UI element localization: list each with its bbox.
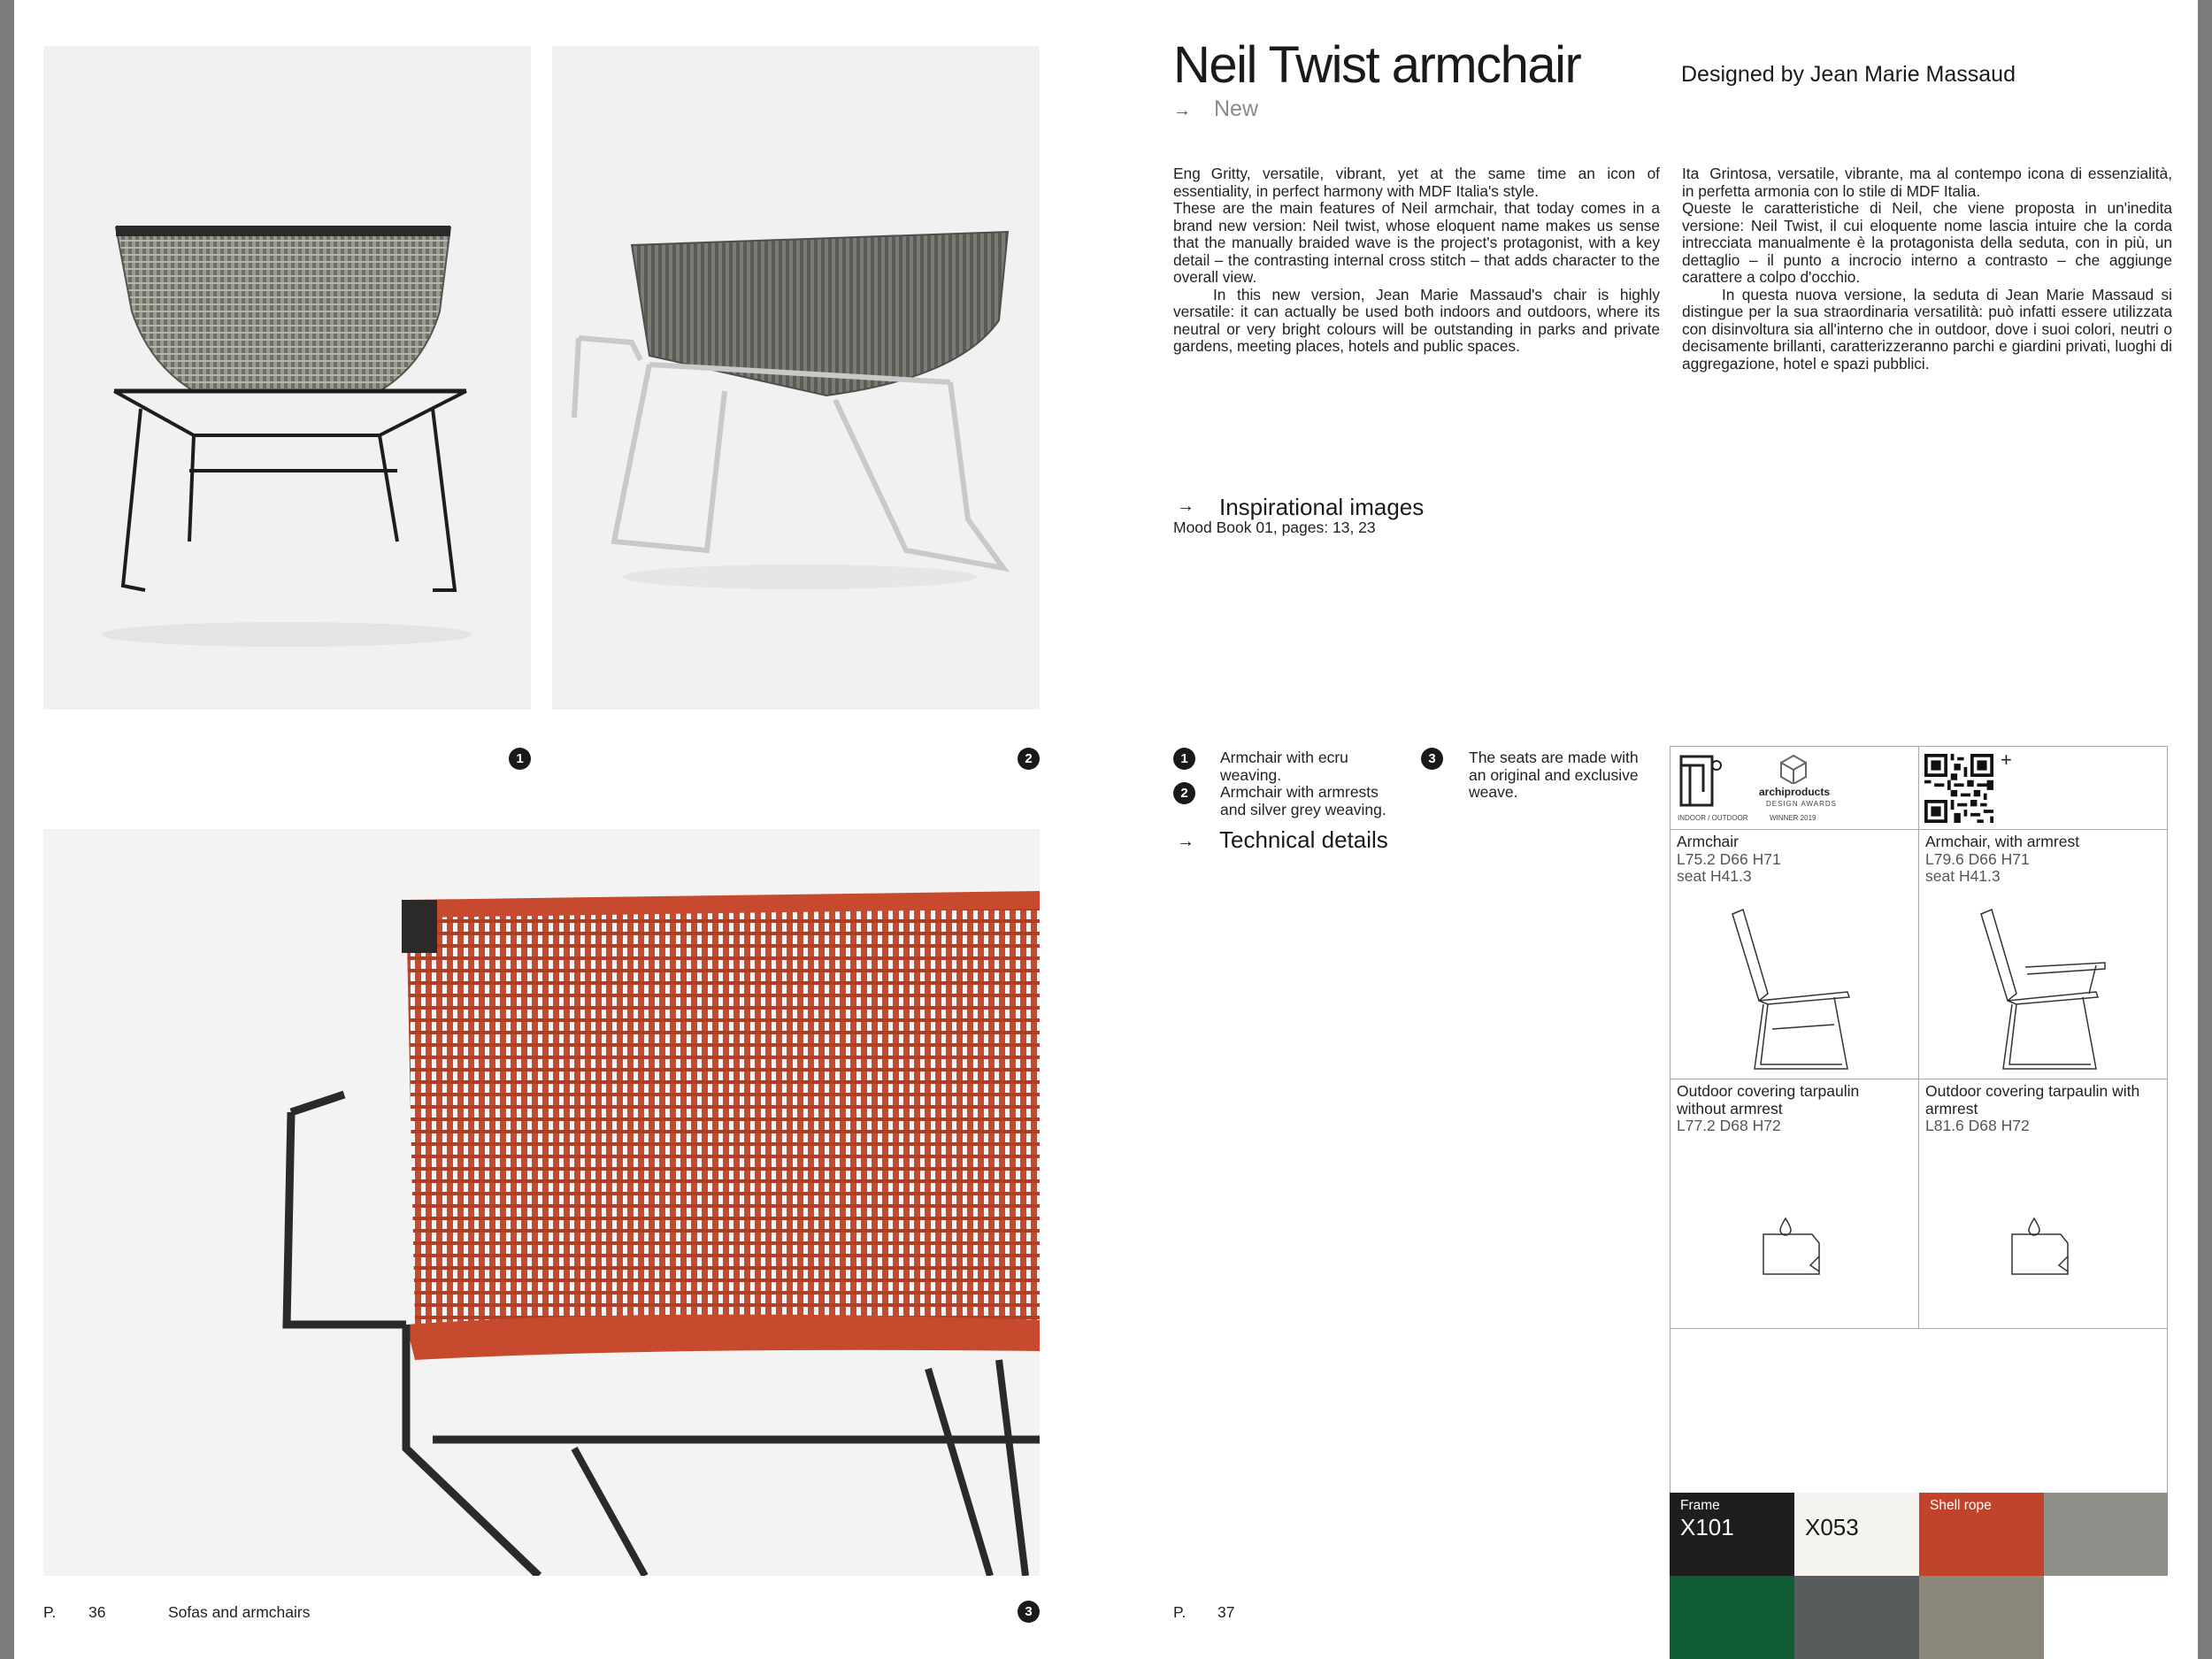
frame-label: Frame xyxy=(1680,1498,1720,1513)
spec-tarpaulin-cell xyxy=(1670,1079,1919,1329)
inspirational-images-link[interactable]: Inspirational images xyxy=(1219,494,1425,520)
right-footer-page-number: 37 xyxy=(1217,1603,1235,1621)
legend-2-badge: 2 xyxy=(1173,782,1195,804)
technical-arrow-icon: → xyxy=(1177,832,1194,851)
armchair-silver-grey-image xyxy=(552,46,1040,710)
new-arrow-icon: → xyxy=(1173,101,1191,120)
spec-tarpaulin-armrest-title: Outdoor covering tarpaulin with armrest xyxy=(1925,1082,2140,1118)
rope-swatch-green[interactable] xyxy=(1670,1576,1794,1659)
spec-armchair-armrest-dims: L79.6 D66 H71 xyxy=(1925,850,2030,868)
left-footer-prefix: P. xyxy=(43,1603,57,1621)
photo-1-badge: 1 xyxy=(509,748,531,770)
qr-code-icon[interactable] xyxy=(1924,754,1993,823)
frame-code-x101: X101 xyxy=(1680,1514,1734,1540)
designer-credit: Designed by Jean Marie Massaud xyxy=(1681,62,2016,87)
winner-2019-text: WINNER 2019 xyxy=(1770,814,1816,822)
qr-plus-icon: + xyxy=(2001,749,2012,771)
frame-code-x053: X053 xyxy=(1805,1514,1859,1540)
spec-tarpaulin-title: Outdoor covering tarpaulin without armrest xyxy=(1677,1082,1860,1118)
photo-armchair-detail xyxy=(43,829,1040,1576)
photo-armchair-front xyxy=(43,46,531,710)
tarpaulin-cover-icon xyxy=(1759,1217,1830,1279)
frame-swatch-x101[interactable] xyxy=(1670,1493,1794,1576)
english-paragraph-2: These are the main features of Neil armchair, that today comes in a brand new version: Neil twist, whose eloquent name makes us sense that the manually braided wave is the project's protagonist, with a key detail – the contrasting internal cross stitch – that adds character to the overall view. xyxy=(1173,199,1660,286)
spec-empty-cell xyxy=(1670,1328,2168,1494)
spec-armchair-title: Armchair xyxy=(1677,833,1740,850)
italian-paragraph-3: In questa nuova versione, la seduta di Jean Marie Massaud si distingue per la sua straordinaria versatilità: può infatti essere utilizzata con disinvoltura sia all'interno che in outdoor, dove i suoi colori, neutri o decisamente brillanti, caratterizzeranno parchi e giardini privati, luoghi di aggregazione, hotel e spazi pubblici. xyxy=(1682,285,2172,373)
spec-armchair-dims: L75.2 D66 H71 xyxy=(1677,850,1781,868)
spec-armchair-armrest-cell xyxy=(1918,829,2168,1079)
right-page-edge xyxy=(2198,0,2212,1659)
product-title: Neil Twist armchair xyxy=(1173,36,1581,94)
armchair-ecru-image xyxy=(43,46,531,710)
english-lang-tag: Eng xyxy=(1173,165,1201,182)
technical-details-link[interactable]: Technical details xyxy=(1219,826,1388,853)
archiproducts-cube-icon xyxy=(1778,754,1809,784)
english-paragraph-1: Gritty, versatile, vibrant, yet at the same time an icon of essentiality, in perfect harmony with MDF Italia's style. xyxy=(1173,165,1660,200)
indoor-outdoor-icon xyxy=(1677,752,1739,818)
italian-lang-tag: Ita xyxy=(1682,165,1700,182)
spec-tarpaulin-armrest-cell xyxy=(1918,1079,2168,1329)
rope-swatch-red[interactable] xyxy=(1919,1493,2044,1576)
left-footer-section: Sofas and armchairs xyxy=(168,1603,311,1621)
inspirational-arrow-icon: → xyxy=(1177,496,1194,516)
qr-cell xyxy=(1918,746,2168,830)
design-awards-text: DESIGN AWARDS xyxy=(1766,800,1837,808)
left-page-edge xyxy=(0,0,14,1659)
photo-armchair-back xyxy=(552,46,1040,710)
italian-paragraph-1: Grintosa, versatile, vibrante, ma al contempo icona di essenzialità, in perfetta armonia con lo stile di MDF Italia. xyxy=(1682,165,2172,200)
archiproducts-logo-text: archiproducts xyxy=(1759,786,1831,798)
legend-2-text: Armchair with armrests and silver grey weaving. xyxy=(1220,783,1386,818)
legend-3-text: The seats are made with an original and exclusive weave. xyxy=(1469,749,1639,801)
spec-armchair-cell xyxy=(1670,829,1919,1079)
spec-tarpaulin-dims: L77.2 D68 H72 xyxy=(1677,1117,1781,1134)
mood-book-reference: Mood Book 01, pages: 13, 23 xyxy=(1173,518,1376,536)
photo-3-badge: 3 xyxy=(1018,1601,1040,1623)
armchair-armrest-side-drawing xyxy=(1972,905,2114,1073)
new-label: New xyxy=(1214,96,1259,121)
spec-armchair-armrest-seat: seat H41.3 xyxy=(1925,867,2001,885)
armchair-side-drawing xyxy=(1724,905,1865,1073)
spec-tarpaulin-armrest-dims: L81.6 D68 H72 xyxy=(1925,1117,2030,1134)
legend-1-text: Armchair with ecru weaving. xyxy=(1220,749,1348,784)
badges-cell xyxy=(1670,746,1919,830)
english-paragraph-3: In this new version, Jean Marie Massaud's chair is highly versatile: it can actually be used both indoors and outdoors, where its neutral or very bright colours will be outstanding in parks and private gardens, meeting places, hotels and public spaces. xyxy=(1173,285,1660,355)
armchair-orange-detail-image xyxy=(43,829,1040,1576)
shell-rope-label: Shell rope xyxy=(1930,1498,1992,1513)
photo-2-badge: 2 xyxy=(1018,748,1040,770)
legend-3-badge: 3 xyxy=(1421,748,1443,770)
italian-description xyxy=(1682,165,2172,373)
frame-swatch-x053[interactable] xyxy=(1794,1493,1919,1576)
right-footer-prefix: P. xyxy=(1173,1603,1187,1621)
english-description xyxy=(1173,165,1660,356)
italian-paragraph-2: Queste le caratteristiche di Neil, che viene proposta in un'inedita versione: Neil Twist, il cui eloquente nome lascia intuire che la corda intrecciata manualmente è la protagonista della seduta, con in più, un dettaglio – il punto a incrocio interno a contrasto – che aggiunge carattere a colpo d'occhio. xyxy=(1682,199,2172,286)
spec-armchair-armrest-title: Armchair, with armrest xyxy=(1925,833,2080,850)
left-footer-page-number: 36 xyxy=(88,1603,106,1621)
rope-swatch-grey[interactable] xyxy=(2044,1493,2168,1576)
legend-1-badge: 1 xyxy=(1173,748,1195,770)
indoor-outdoor-label: INDOOR / OUTDOOR xyxy=(1678,814,1748,822)
tarpaulin-armrest-cover-icon xyxy=(2008,1217,2078,1279)
rope-swatch-taupe[interactable] xyxy=(1919,1576,2044,1659)
rope-swatch-slate[interactable] xyxy=(1794,1576,1919,1659)
spec-armchair-seat: seat H41.3 xyxy=(1677,867,1752,885)
